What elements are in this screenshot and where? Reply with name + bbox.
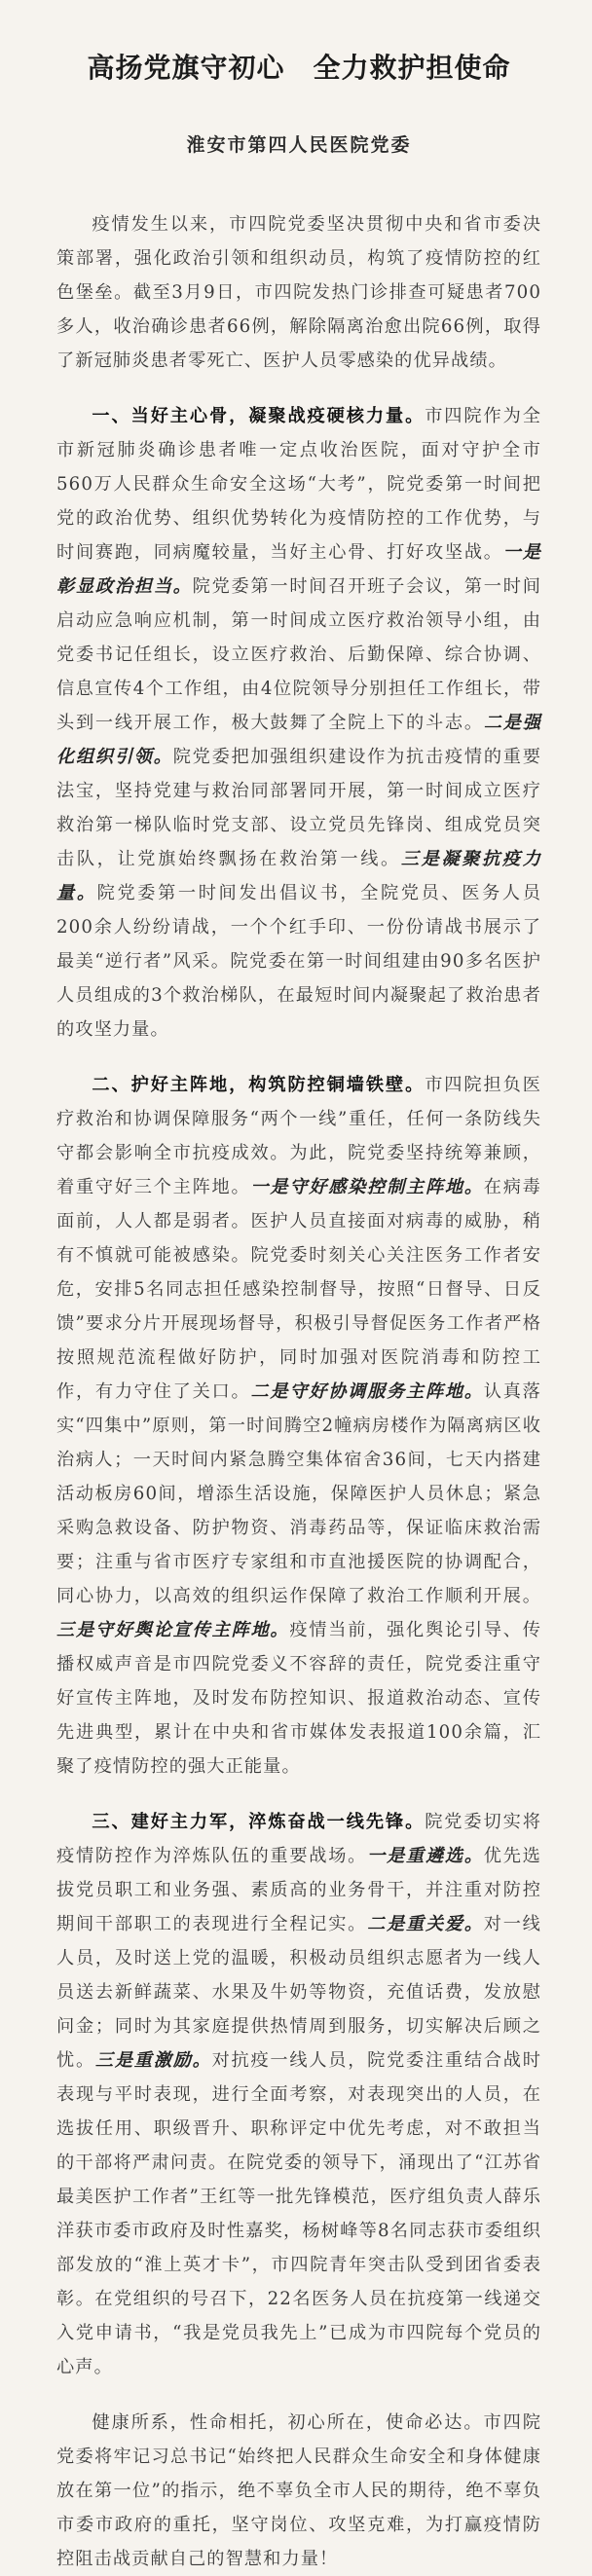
paragraph-4 — [56, 1805, 541, 2384]
paragraph-5 — [56, 2406, 541, 2576]
paragraph-text: 疫情当前，强化舆论引导、传播权威声音是市四院党委义不容辞的责任，院党委注重守好宣传主阵地，及时发布防控知识、报道救治动态、宣传先进典型，累计在中央和省市媒体发表报道100余篇，汇聚了疫情防控的强大正能量。 — [56, 1620, 541, 1777]
paragraph-3 — [56, 1068, 541, 1784]
key-point: 三是凝聚抗疫力量。 — [56, 849, 541, 903]
section-heading: 三、建好主力军，淬炼奋战一线先锋。 — [92, 1812, 426, 1832]
article-title: 高扬党旗守初心 全力救护担使命 — [87, 52, 511, 84]
paragraph-2 — [56, 399, 541, 1047]
paragraph-text: 市四院担负医疗救治和协调保障服务“两个一线”重任，任何一条防线失守都会影响全市抗疫成效。为此，院党委坚持统筹兼顾，着重守好三个主阵地。 — [56, 1075, 542, 1197]
section-heading: 二、护好主阵地，构筑防控铜墙铁壁。 — [92, 1075, 426, 1095]
key-point: 二是守好协调服务主阵地。 — [250, 1381, 484, 1402]
paragraph-text: 市四院作为全市新冠肺炎确诊患者唯一定点收治医院，面对守护全市560万人民群众生命安全这场“大考”，院党委第一时间把党的政治优势、组织优势转化为疫情防控的工作优势，与时间赛跑，同病魔较量，当好主心骨、打好攻坚战。 — [56, 406, 542, 563]
key-point: 三是重激励。 — [94, 2050, 212, 2071]
paragraph-text: 优先选拔党员职工和业务强、素质高的业务骨干，并注重对防控期间干部职工的表现进行全程记实。 — [56, 1846, 541, 1934]
section-heading: 一、当好主心骨，凝聚战疫硬核力量。 — [92, 406, 426, 426]
paragraph-text: 在病毒面前，人人都是弱者。医护人员直接面对病毒的威胁，稍有不慎就可能被感染。院党委时刻关心关注医务工作者安危，安排5名同志担任感染控制督导，按照“日督导、日反馈”要求分片开展现场督导，积极引导督促医务工作者严格按照规范流程做好防护，同时加强对医院消毒和防控工作，有力守住了关口。 — [56, 1177, 541, 1402]
key-point: 一是彰显政治担当。 — [56, 542, 541, 597]
key-point: 一是守好感染控制主阵地。 — [250, 1177, 484, 1197]
paragraph-text: 院党委第一时间发出倡议书，全院党员、医务人员200余人纷纷请战，一个个红手印、一份份请战书展示了最美“逆行者”风采。院党委在第一时间组建由90多名医护人员组成的3个救治梯队，在最短时间内凝聚起了救治患者的攻坚力量。 — [56, 883, 542, 1040]
paragraph-text: 健康所系，性命相托，初心所在，使命必达。市四院党委将牢记习总书记“始终把人民群众生命安全和身体健康放在第一位”的指示，绝不辜负全市人民的期待，绝不辜负市委市政府的重托，坚守岗位、攻坚克难，为打赢疫情防控阻击战贡献自己的智慧和力量！ — [56, 2412, 541, 2569]
paragraph-text: 疫情发生以来，市四院党委坚决贯彻中央和省市委决策部署，强化政治引领和组织动员，构筑了疫情防控的红色堡垒。截至3月9日，市四院发热门诊排查可疑患者700多人，收治确诊患者66例，解除隔离治愈出院66例，取得了新冠肺炎患者零死亡、医护人员零感染的优异战绩。 — [56, 214, 541, 371]
paragraph-text: 对抗疫一线人员，院党委注重结合战时表现与平时表现，进行全面考察，对表现突出的人员，在选拔任用、职级晋升、职称评定中优先考虑，对不敢担当的干部将严肃问责。在院党委的领导下，涌现出了“江苏省最美医护工作者”王红等一批先锋模范，医疗组负责人薛乐洋获市委市政府及时性嘉奖，杨树峰等8名同志获市委组织部发放的“淮上英才卡”，市四院青年突击队受到团省委表彰。在党组织的号召下，22名医务人员在抗疫第一线递交入党申请书，“我是党员我先上”已成为市四院每个党员的心声。 — [56, 2050, 542, 2377]
paragraph-text: 院党委切实将疫情防控作为淬炼队伍的重要战场。 — [56, 1812, 542, 1866]
paragraph-text: 对一线人员，及时送上党的温暖，积极动员组织志愿者为一线人员送去新鲜蔬菜、水果及牛奶等物资，充值话费，发放慰问金；同时为其家庭提供热情周到服务，切实解决后顾之忧。 — [56, 1914, 541, 2071]
paragraph-text: 认真落实“四集中”原则，第一时间腾空2幢病房楼作为隔离病区收治病人；一天时间内紧急腾空集体宿舍36间，七天内搭建活动板房60间，增添生活设施，保障医护人员休息；紧急采购急救设备、防护物资、消毒药品等，保证临床救治需要；注重与省市医疗专家组和市直池援医院的协调配合，同心协力，以高效的组织运作保障了救治工作顺利开展。 — [56, 1381, 541, 1606]
article-author: 淮安市第四人民医院党委 — [186, 134, 412, 156]
key-point: 二是重关爱。 — [367, 1914, 484, 1934]
article-body — [56, 207, 541, 2576]
paragraph-text: 院党委第一时间召开班子会议，第一时间启动应急响应机制，第一时间成立医疗救治领导小组，由党委书记任组长，设立医疗救治、后勤保障、综合协调、信息宣传4个工作组，由4位院领导分别担任工作组长，带头到一线开展工作，极大鼓舞了全院上下的斗志。 — [56, 576, 541, 733]
key-point: 三是守好舆论宣传主阵地。 — [56, 1620, 290, 1640]
key-point: 一是重遴选。 — [367, 1846, 484, 1866]
paragraph-1 — [56, 207, 541, 378]
key-point: 二是强化组织引领。 — [56, 713, 541, 767]
paragraph-text: 院党委把加强组织建设作为抗击疫情的重要法宝，坚持党建与救治同部署同开展，第一时间成立医疗救治第一梯队临时党支部、设立党员先锋岗、组成党员突击队，让党旗始终飘扬在救治第一线。 — [56, 747, 541, 869]
